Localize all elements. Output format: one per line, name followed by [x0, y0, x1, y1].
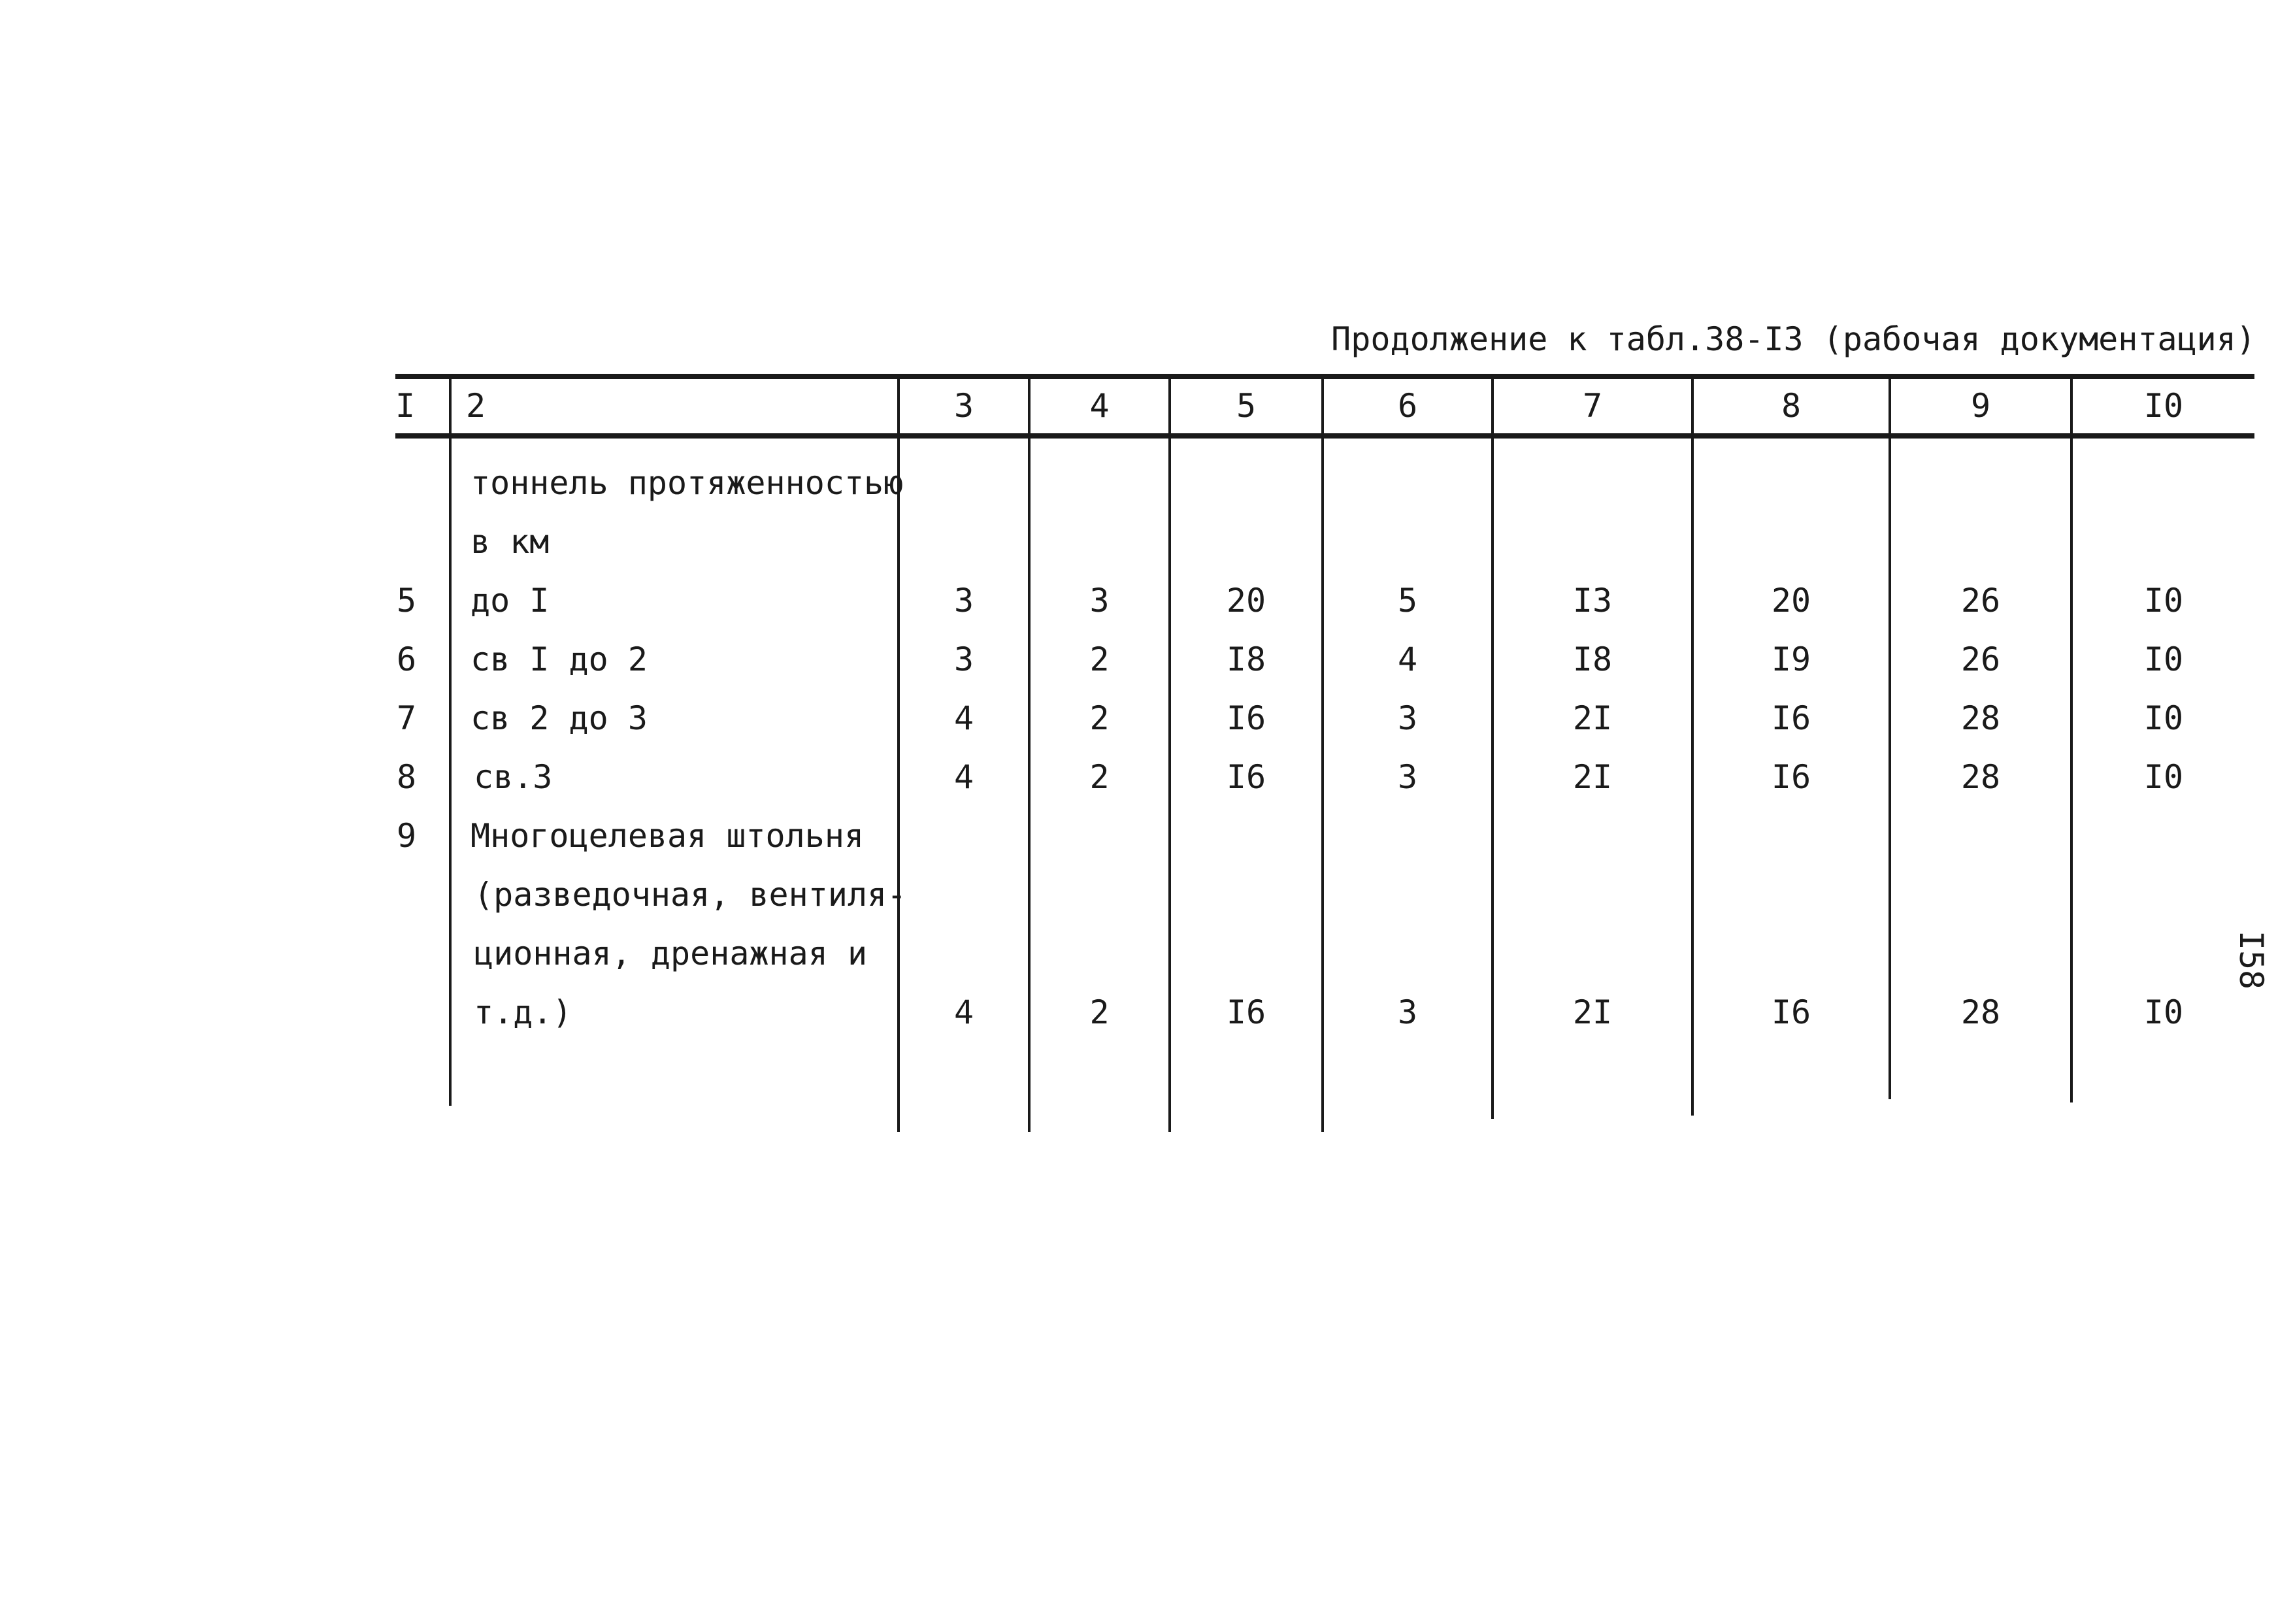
table-cell: I6 — [1226, 758, 1266, 796]
table-cell: 3 — [953, 582, 974, 620]
row-name-line: (разведочная, вентиля- — [474, 876, 907, 914]
row-name-line: ционная, дренажная и — [474, 935, 868, 972]
table-cell: 28 — [1960, 699, 2001, 737]
table-cell: 3 — [1397, 993, 1418, 1031]
group-label-line: в км — [470, 523, 550, 561]
table-cell: I0 — [2143, 699, 2184, 737]
header-cell: 9 — [1970, 387, 1991, 425]
table-cell: I0 — [2143, 582, 2184, 620]
table-cell: 2 — [1089, 758, 1110, 796]
row-number: 7 — [397, 699, 417, 737]
row-number: 6 — [397, 640, 417, 678]
table-cell: 2 — [1089, 993, 1110, 1031]
row-number: 5 — [397, 582, 417, 620]
header-cell: 8 — [1781, 387, 1802, 425]
table-cell: 26 — [1960, 640, 2001, 678]
table-cell: 3 — [1397, 758, 1418, 796]
page-number: I58 — [2232, 930, 2271, 990]
table-cell: I0 — [2143, 993, 2184, 1031]
table-cell: 3 — [953, 640, 974, 678]
table-cell: I6 — [1226, 993, 1266, 1031]
row-number: 8 — [397, 758, 417, 796]
table-cell: I9 — [1771, 640, 1811, 678]
row-name-line: Многоцелевая штольня — [470, 817, 865, 855]
table-cell: 20 — [1771, 582, 1811, 620]
header-cell: I — [395, 387, 416, 425]
group-label-line: тоннель протяженностью — [470, 464, 904, 502]
row-number: 9 — [397, 817, 417, 855]
row-name: св 2 до 3 — [470, 699, 648, 737]
table-cell: 20 — [1226, 582, 1266, 620]
table-cell: I6 — [1771, 758, 1811, 796]
table-cell: 4 — [953, 699, 974, 737]
header-cell: 7 — [1582, 387, 1603, 425]
data-table — [395, 374, 2254, 1132]
header-cell: 5 — [1236, 387, 1257, 425]
row-name: до I — [470, 582, 550, 620]
table-cell: 28 — [1960, 993, 2001, 1031]
table-cell: I6 — [1771, 993, 1811, 1031]
header-cell: 4 — [1089, 387, 1110, 425]
table-cell: I0 — [2143, 758, 2184, 796]
header-bottom-rule — [395, 433, 2254, 439]
table-cell: 26 — [1960, 582, 2001, 620]
table-cell: I6 — [1771, 699, 1811, 737]
table-cell: I8 — [1226, 640, 1266, 678]
table-top-rule — [395, 374, 2254, 379]
table-cell: I3 — [1572, 582, 1613, 620]
header-cell: 3 — [953, 387, 974, 425]
table-cell: I6 — [1226, 699, 1266, 737]
header-cell: I0 — [2143, 387, 2184, 425]
table-caption: Продолжение к табл.38-I3 (рабочая документация) — [1331, 320, 2256, 358]
table-cell: 28 — [1960, 758, 2001, 796]
table-cell: 2I — [1572, 993, 1613, 1031]
table-cell: 2I — [1572, 699, 1613, 737]
table-cell: 5 — [1397, 582, 1418, 620]
table-cell: 3 — [1089, 582, 1110, 620]
table-cell: 2 — [1089, 699, 1110, 737]
table-cell: 4 — [953, 993, 974, 1031]
table-cell: I8 — [1572, 640, 1613, 678]
row-name-line: т.д.) — [474, 993, 572, 1031]
header-cell: 6 — [1397, 387, 1418, 425]
column-divider — [449, 374, 452, 1106]
table-cell: 4 — [1397, 640, 1418, 678]
table-cell: I0 — [2143, 640, 2184, 678]
header-cell: 2 — [466, 387, 486, 425]
table-cell: 3 — [1397, 699, 1418, 737]
table-cell: 2 — [1089, 640, 1110, 678]
table-cell: 4 — [953, 758, 974, 796]
row-name: св I до 2 — [470, 640, 648, 678]
table-cell: 2I — [1572, 758, 1613, 796]
row-name: св.3 — [474, 758, 553, 796]
